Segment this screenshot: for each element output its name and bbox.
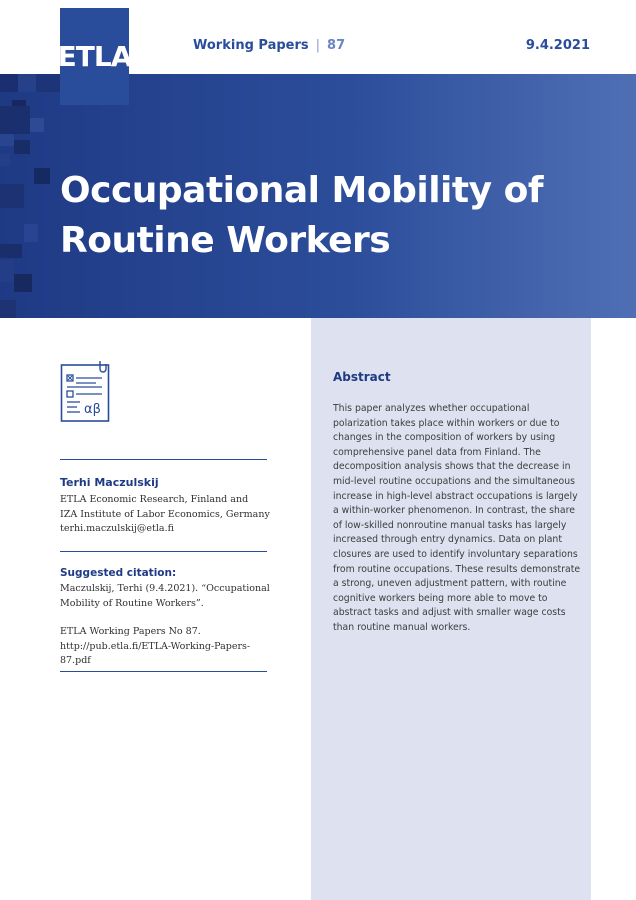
pixel-square [0, 134, 14, 146]
pixel-square [0, 260, 14, 282]
title-line-2: Routine Workers [60, 220, 391, 261]
abstract-panel [311, 318, 591, 900]
divider [60, 671, 267, 672]
abstract-heading: Abstract [333, 370, 391, 384]
divider [60, 459, 267, 460]
title-line-1: Occupational Mobility of [60, 170, 543, 211]
pixel-square [0, 106, 30, 134]
pixel-square [0, 244, 22, 258]
pixel-square [0, 184, 24, 208]
citation-series: ETLA Working Papers No 87. [60, 626, 201, 637]
etla-logo [57, 8, 132, 105]
citation-line-2: Mobility of Routine Workers”. [60, 597, 204, 609]
pixel-square [14, 274, 32, 292]
pixel-square [0, 154, 10, 166]
abstract-text: This paper analyzes whether occupational polarization takes place within workers or due to changes in the composition of workers by using comprehensive panel data from Finland. The decomposition analysis shows that the decrease in mid-level routine occupations and the simultaneous increase in high-level abstract occupations is largely a within-worker phenomenon. In contrast, the share of low-skilled nonroutine manual tasks has largely increased through entry dynamics. Data on plant closures are used to identify involuntary separations from routine occupations. These results demonstrate a strong, uneven adjustment pattern, with routine cognitive workers being more able to move to abstract tasks and adjust with smaller wage costs than routine manual workers. [333, 403, 581, 633]
pixel-square [0, 92, 12, 106]
author-affiliation-1: ETLA Economic Research, Finland and [60, 494, 249, 505]
publication-date: 9.4.2021 [525, 38, 590, 53]
pixel-square [18, 74, 36, 92]
pixel-square [36, 74, 60, 92]
icon-glyph: αβ [84, 402, 101, 417]
pixel-square [24, 224, 38, 242]
citation-block [60, 567, 280, 669]
pixel-square [30, 118, 44, 132]
pixel-square [34, 168, 50, 184]
series-name: Working Papers [193, 38, 309, 53]
author-affiliation-2: IZA Institute of Labor Economics, Germany [60, 508, 270, 520]
author-email[interactable]: terhi.maczulskij@etla.fi [60, 523, 174, 534]
pixel-square [0, 300, 16, 318]
citation-line-1: Maczulskij, Terhi (9.4.2021). “Occupational [60, 583, 270, 594]
paper-title [60, 166, 600, 266]
pixel-square [14, 140, 30, 154]
series-separator: | [315, 38, 321, 53]
series-number: 87 [327, 38, 346, 53]
series-label [193, 38, 345, 53]
logo-text: ETLA [57, 40, 132, 73]
citation-url[interactable]: http://pub.etla.fi/ETLA-Working-Papers-87.pdf [60, 640, 251, 666]
author-block [60, 476, 280, 537]
citation-label: Suggested citation: [60, 567, 177, 579]
document-icon [60, 360, 112, 424]
divider [60, 551, 267, 552]
pixel-square [0, 74, 18, 92]
author-name: Terhi Maczulskij [60, 476, 159, 489]
